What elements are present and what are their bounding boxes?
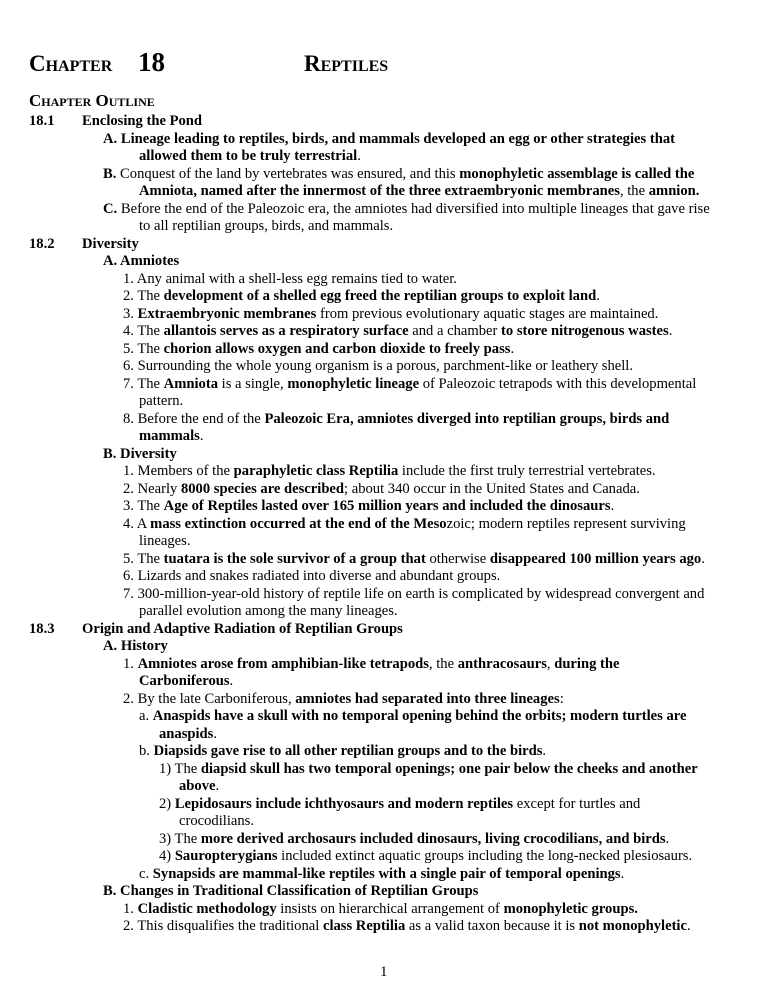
outline-line (159, 831, 669, 849)
text-run: from previous evolutionary aquatic stages are maintained. (316, 306, 659, 322)
text-run: disappeared 100 million years ago (489, 551, 702, 567)
text-run: and a chamber (408, 323, 502, 339)
outline-line (123, 341, 514, 359)
outline-line (139, 183, 699, 201)
outline-line (123, 288, 600, 306)
outline-line (123, 498, 614, 516)
outline-line (103, 446, 177, 464)
text-run: , the (619, 183, 649, 199)
outline-line (159, 848, 692, 866)
text-run: Synapsids are mammal-like reptiles with a single pair of temporal openings (152, 866, 621, 882)
outline-line (123, 918, 691, 936)
text-run: anaspids (159, 726, 214, 742)
chapter-title: Reptiles (304, 51, 389, 76)
text-run: except for turtles and (513, 796, 641, 812)
text-run: crocodilians. (179, 813, 254, 829)
text-run: B. Changes in Traditional Classification of Reptilian Groups (103, 883, 479, 899)
text-run: A. Lineage leading to reptiles, birds, and mammals developed an egg or other strategies that (103, 131, 675, 147)
outline-line (103, 883, 478, 901)
text-run: . (686, 918, 691, 934)
outline-line (123, 376, 696, 394)
text-run: mass extinction occurred at the end of the Meso (150, 516, 447, 532)
chapter-number: 18 (138, 47, 165, 77)
text-run: 2) (159, 796, 175, 812)
text-run: 1) The (159, 761, 201, 777)
outline-line (123, 463, 656, 481)
text-run: chorion allows oxygen and carbon dioxide to freely pass (163, 341, 511, 357)
text-run: 4. A (123, 516, 151, 532)
outline-line (29, 621, 55, 639)
chapter-label: Chapter (29, 51, 113, 76)
text-run: ; about 340 occur in the United States and Canada. (344, 481, 640, 497)
text-run: . (701, 551, 705, 567)
text-run: . (542, 743, 547, 759)
text-run: anthracosaurs (457, 656, 547, 672)
text-run: c. (139, 866, 153, 882)
text-run: Extraembryonic membranes (137, 306, 317, 322)
text-run: as a valid taxon because it is (405, 918, 579, 934)
outline-line (103, 166, 694, 184)
text-run: B. Diversity (103, 446, 177, 462)
outline-line (139, 533, 190, 551)
text-run: allantois serves as a respiratory surface (163, 323, 409, 339)
text-run: during the (554, 656, 620, 672)
text-run: diapsid skull has two temporal openings; one pair below the cheeks and another (200, 761, 698, 777)
text-run: Before the end of the Paleozoic era, the amniotes had diversified into multiple lineages that gave rise (117, 201, 710, 217)
outline-line (29, 113, 55, 131)
page-number: 1 (380, 964, 388, 980)
text-run: otherwise (425, 551, 490, 567)
text-run: 8. Before the end of the (123, 411, 265, 427)
text-run: insists on hierarchical arrangement of (276, 901, 504, 917)
text-run: amnion. (648, 183, 700, 199)
text-run: A. Amniotes (103, 253, 180, 269)
text-run: is a single, (218, 376, 288, 392)
text-run: Anaspids have a skull with no temporal opening behind the orbits; modern turtles are (152, 708, 687, 724)
outline-line (123, 358, 633, 376)
text-run: zoic; modern reptiles represent surviving (446, 516, 686, 532)
text-run: 4. The (123, 323, 164, 339)
text-run: to store nitrogenous wastes (501, 323, 669, 339)
text-run: tuatara is the sole survivor of a group that (163, 551, 426, 567)
text-run: 3) The (159, 831, 201, 847)
outline-line (103, 201, 710, 219)
outline-line (123, 481, 640, 499)
text-run: of Paleozoic tetrapods with this developmental (419, 376, 697, 392)
text-run: included extinct aquatic groups including the long-necked plesiosaurs. (277, 848, 693, 864)
text-run: Enclosing the Pond (82, 113, 203, 129)
outline-line (139, 428, 203, 446)
text-run: paraphyletic class Reptilia (233, 463, 399, 479)
text-run: . (229, 673, 234, 689)
text-run: amniotes had separated into three lineages (295, 691, 560, 707)
text-run: A. History (103, 638, 168, 654)
text-run: monophyletic assemblage is called the (459, 166, 695, 182)
text-run: more derived archosaurs included dinosaurs, living crocodilians, and birds (200, 831, 666, 847)
outline-line (123, 551, 705, 569)
text-run: 1. Members of the (123, 463, 234, 479)
text-run: to all reptilian groups, birds, and mammals. (139, 218, 394, 234)
text-run: . (510, 341, 515, 357)
text-run: Diapsids gave rise to all other reptilian groups and to the birds (153, 743, 543, 759)
text-run: b. (139, 743, 154, 759)
text-run: 1. (123, 656, 138, 672)
text-run: Cladistic methodology (137, 901, 277, 917)
text-run: allowed them to be truly terrestrial (139, 148, 358, 164)
text-run: . (668, 323, 673, 339)
outline-line (139, 393, 183, 411)
outline-line (139, 218, 393, 236)
text-run: . (215, 778, 220, 794)
outline-line (123, 901, 638, 919)
text-run: mammals (139, 428, 200, 444)
outline-line (123, 691, 564, 709)
outline-line (103, 131, 675, 149)
text-run: lineages. (139, 533, 191, 549)
outline-line (159, 796, 640, 814)
text-run: Sauropterygians (174, 848, 278, 864)
text-run: Amniotes arose from amphibian-like tetrapods (137, 656, 429, 672)
text-run: Diversity (82, 236, 139, 252)
text-run: , the (428, 656, 458, 672)
text-run: Carboniferous (139, 673, 230, 689)
outline-line (123, 411, 669, 429)
text-run: Conquest of the land by vertebrates was ensured, and this (116, 166, 460, 182)
outline-line (82, 621, 403, 639)
text-run: 3. (123, 306, 138, 322)
outline-line (139, 708, 686, 726)
text-run: 3. The (123, 498, 164, 514)
outline-line (103, 638, 168, 656)
outline-line (123, 271, 457, 289)
text-run: pattern. (139, 393, 184, 409)
outline-line (123, 586, 704, 604)
text-run: Amniota (163, 376, 218, 392)
text-run: . (620, 866, 625, 882)
outline-line (139, 603, 398, 621)
text-run: , (546, 656, 555, 672)
text-run: 18.1 (29, 113, 55, 129)
text-run: . (213, 726, 218, 742)
outline-line (179, 813, 254, 831)
text-run: Paleozoic Era, amniotes diverged into reptilian groups, birds and (264, 411, 670, 427)
text-run: a. (139, 708, 153, 724)
text-run: 18.3 (29, 621, 55, 637)
text-run: . (199, 428, 204, 444)
outline-line (123, 568, 500, 586)
outline-line (139, 148, 361, 166)
text-run: 1. Any animal with a shell-less egg remains tied to water. (123, 271, 457, 287)
outline-line (139, 866, 624, 884)
outline-line (123, 323, 672, 341)
outline-line (123, 656, 619, 674)
text-run: include the first truly terrestrial vertebrates. (398, 463, 656, 479)
text-run: . (665, 831, 670, 847)
text-run: : (559, 691, 564, 707)
text-run: 5. The (123, 341, 164, 357)
text-run: monophyletic groups. (503, 901, 638, 917)
outline-line (139, 673, 233, 691)
outline-line (123, 516, 686, 534)
text-run: not monophyletic (578, 918, 687, 934)
text-run: Age of Reptiles lasted over 165 million years and included the dinosaurs (163, 498, 611, 514)
text-run: 18.2 (29, 236, 55, 252)
outline-line (29, 236, 55, 254)
text-run: Lepidosaurs include ichthyosaurs and modern reptiles (174, 796, 514, 812)
text-run: . (596, 288, 600, 304)
text-run: . (610, 498, 615, 514)
text-run: 2. This disqualifies the traditional (123, 918, 323, 934)
outline-line (159, 726, 217, 744)
text-run: above (179, 778, 216, 794)
outline-line (103, 253, 179, 271)
outline-line (159, 761, 698, 779)
text-run: Amniota, named after the innermost of the three extraembryonic membranes (139, 183, 620, 199)
outline-line (123, 306, 658, 324)
text-run: 2. By the late Carboniferous, (123, 691, 296, 707)
text-run: Origin and Adaptive Radiation of Reptilian Groups (82, 621, 403, 637)
outline-line (179, 778, 219, 796)
text-run: 1. (123, 901, 138, 917)
text-run: 4) (159, 848, 175, 864)
outline-line (82, 113, 202, 131)
text-run: 6. Surrounding the whole young organism is a porous, parchment-like or leathery shell. (123, 358, 634, 374)
text-run: 5. The (123, 551, 164, 567)
text-run: monophyletic lineage (287, 376, 420, 392)
outline-heading: Chapter Outline (29, 91, 155, 110)
text-run: 6. Lizards and snakes radiated into diverse and abundant groups. (123, 568, 501, 584)
text-run: 8000 species are described (180, 481, 345, 497)
text-run: B. (103, 166, 117, 182)
text-run: development of a shelled egg freed the reptilian groups to exploit land (163, 288, 597, 304)
text-run: 7. The (123, 376, 164, 392)
text-run: 2. Nearly (123, 481, 181, 497)
outline-line (139, 743, 546, 761)
outline-line (82, 236, 139, 254)
text-run: parallel evolution among the many lineages. (139, 603, 398, 619)
text-run: . (357, 148, 361, 164)
text-run: C. (103, 201, 118, 217)
text-run: 2. The (123, 288, 164, 304)
text-run: class Reptilia (322, 918, 406, 934)
text-run: 7. 300-million-year-old history of reptile life on earth is complicated by widespread convergent and (123, 586, 705, 602)
